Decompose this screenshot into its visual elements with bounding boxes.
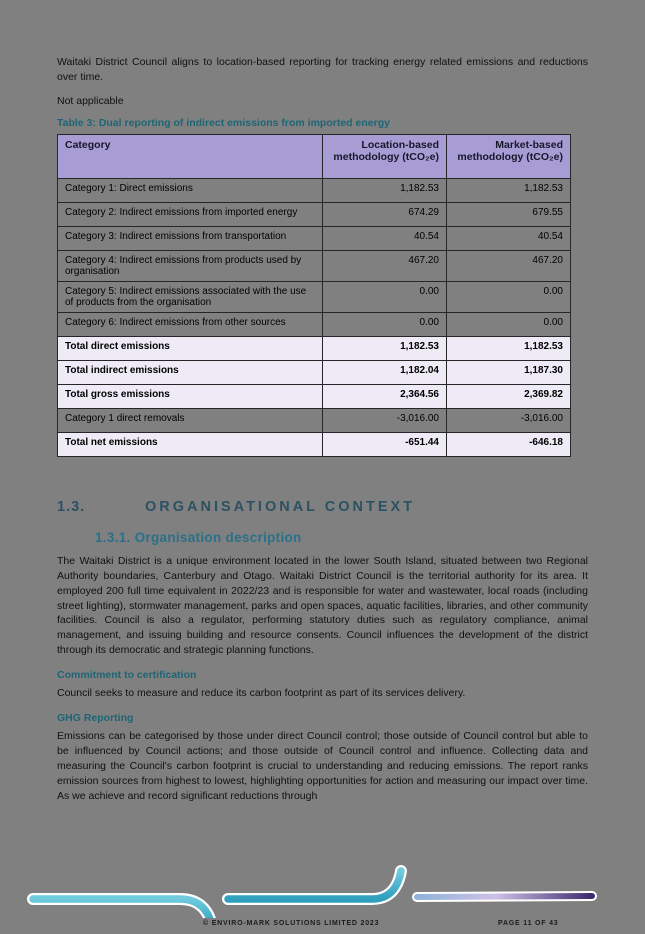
ghg-reporting-heading: GHG Reporting bbox=[57, 712, 134, 725]
header-location-based: Location-based methodology (tCO₂e) bbox=[323, 134, 447, 178]
row-location-value: 40.54 bbox=[323, 226, 447, 250]
table-row bbox=[58, 202, 571, 226]
row-location-value: 0.00 bbox=[323, 312, 447, 336]
table-row-total-net bbox=[58, 432, 571, 456]
row-market-value: 1,182.53 bbox=[447, 178, 571, 202]
table-row bbox=[58, 178, 571, 202]
subsection-heading: 1.3.1. Organisation description bbox=[95, 529, 302, 545]
row-market-value: 467.20 bbox=[447, 250, 571, 281]
organisation-description: The Waitaki District is a unique environment located in the lower South Island, situated between two Regional Authority boundaries, Canterbury and Otago. Waitaki District Council is the territorial authority for its area. It employed 200 full time equivalent in 2022/23 and is responsible for water and wastewater, local roads (including street lighting), stormwater management, parks and open spaces, aquatic facilities, libraries, and other community facilities. Council is also a regulator, performing statutory duties such as regulatory compliance, animal management, and issuing building and resource consents. Council influences the development of the district through its democratic and strategic planning functions. bbox=[57, 554, 588, 657]
row-category: Category 2: Indirect emissions from imported energy bbox=[58, 202, 323, 226]
row-location-value: 1,182.04 bbox=[323, 360, 447, 384]
row-location-value: 2,364.56 bbox=[323, 384, 447, 408]
footer-swoosh-graphic bbox=[0, 858, 645, 918]
header-market-based: Market-based methodology (tCO₂e) bbox=[447, 134, 571, 178]
row-category: Total gross emissions bbox=[58, 384, 323, 408]
row-category: Total indirect emissions bbox=[58, 360, 323, 384]
middle-swoosh-halo bbox=[228, 871, 401, 899]
row-location-value: -3,016.00 bbox=[323, 408, 447, 432]
row-market-value: 40.54 bbox=[447, 226, 571, 250]
intro-paragraph: Waitaki District Council aligns to location-based reporting for tracking energy related emissions and reductions over time. bbox=[57, 56, 588, 83]
row-market-value: 2,369.82 bbox=[447, 384, 571, 408]
row-category: Category 4: Indirect emissions from products used by organisation bbox=[58, 250, 323, 281]
row-category: Category 5: Indirect emissions associated with the use of products from the organisation bbox=[58, 281, 323, 312]
row-category: Category 3: Indirect emissions from transportation bbox=[58, 226, 323, 250]
row-location-value: 674.29 bbox=[323, 202, 447, 226]
table-row-removals bbox=[58, 408, 571, 432]
row-category: Category 1: Direct emissions bbox=[58, 178, 323, 202]
commitment-heading: Commitment to certification bbox=[57, 669, 197, 682]
table-caption: Table 3: Dual reporting of indirect emissions from imported energy bbox=[57, 116, 390, 129]
table-row bbox=[58, 312, 571, 336]
table-row-total-direct bbox=[58, 336, 571, 360]
footer-copyright: © ENVIRO-MARK SOLUTIONS LIMITED 2023 bbox=[203, 920, 380, 927]
document-page bbox=[57, 55, 588, 814]
table-row bbox=[58, 250, 571, 281]
page-footer bbox=[0, 920, 645, 934]
row-market-value: -3,016.00 bbox=[447, 408, 571, 432]
table-row-total-indirect bbox=[58, 360, 571, 384]
row-market-value: 1,187.30 bbox=[447, 360, 571, 384]
section-title: ORGANISATIONAL CONTEXT bbox=[145, 498, 416, 515]
row-category: Total direct emissions bbox=[58, 336, 323, 360]
right-gradient-bar bbox=[417, 896, 592, 897]
section-number: 1.3. bbox=[57, 498, 86, 515]
row-market-value: 679.55 bbox=[447, 202, 571, 226]
header-category: Category bbox=[58, 134, 323, 178]
row-location-value: 467.20 bbox=[323, 250, 447, 281]
row-market-value: 0.00 bbox=[447, 312, 571, 336]
row-category: Category 6: Indirect emissions from other sources bbox=[58, 312, 323, 336]
commitment-text: Council seeks to measure and reduce its carbon footprint as part of its services delivery. bbox=[57, 687, 466, 700]
table-row-total-gross bbox=[58, 384, 571, 408]
table-row bbox=[58, 226, 571, 250]
row-category: Total net emissions bbox=[58, 432, 323, 456]
row-location-value: 1,182.53 bbox=[323, 178, 447, 202]
not-applicable-text: Not applicable bbox=[57, 94, 124, 107]
row-location-value: 0.00 bbox=[323, 281, 447, 312]
row-market-value: -646.18 bbox=[447, 432, 571, 456]
ghg-reporting-text: Emissions can be categorised by those under direct Council control; those outside of Council control but able to be influenced by Council actions; and those outside of Council control and influence. Collecting data and measuring the Council's carbon footprint is crucial to understanding and reducing emissions. The report ranks emission sources from highest to lowest, highlighting opportunities for action and measuring our impact over time. As we achieve and record significant reductions through bbox=[57, 730, 588, 802]
row-market-value: 0.00 bbox=[447, 281, 571, 312]
footer-page-number: PAGE 11 OF 43 bbox=[498, 920, 559, 927]
row-market-value: 1,182.53 bbox=[447, 336, 571, 360]
table-header-row bbox=[58, 134, 571, 178]
section-heading bbox=[57, 499, 588, 515]
left-swoosh bbox=[33, 899, 212, 918]
table-row bbox=[58, 281, 571, 312]
row-category: Category 1 direct removals bbox=[58, 408, 323, 432]
row-location-value: -651.44 bbox=[323, 432, 447, 456]
row-location-value: 1,182.53 bbox=[323, 336, 447, 360]
emissions-table bbox=[57, 134, 571, 457]
